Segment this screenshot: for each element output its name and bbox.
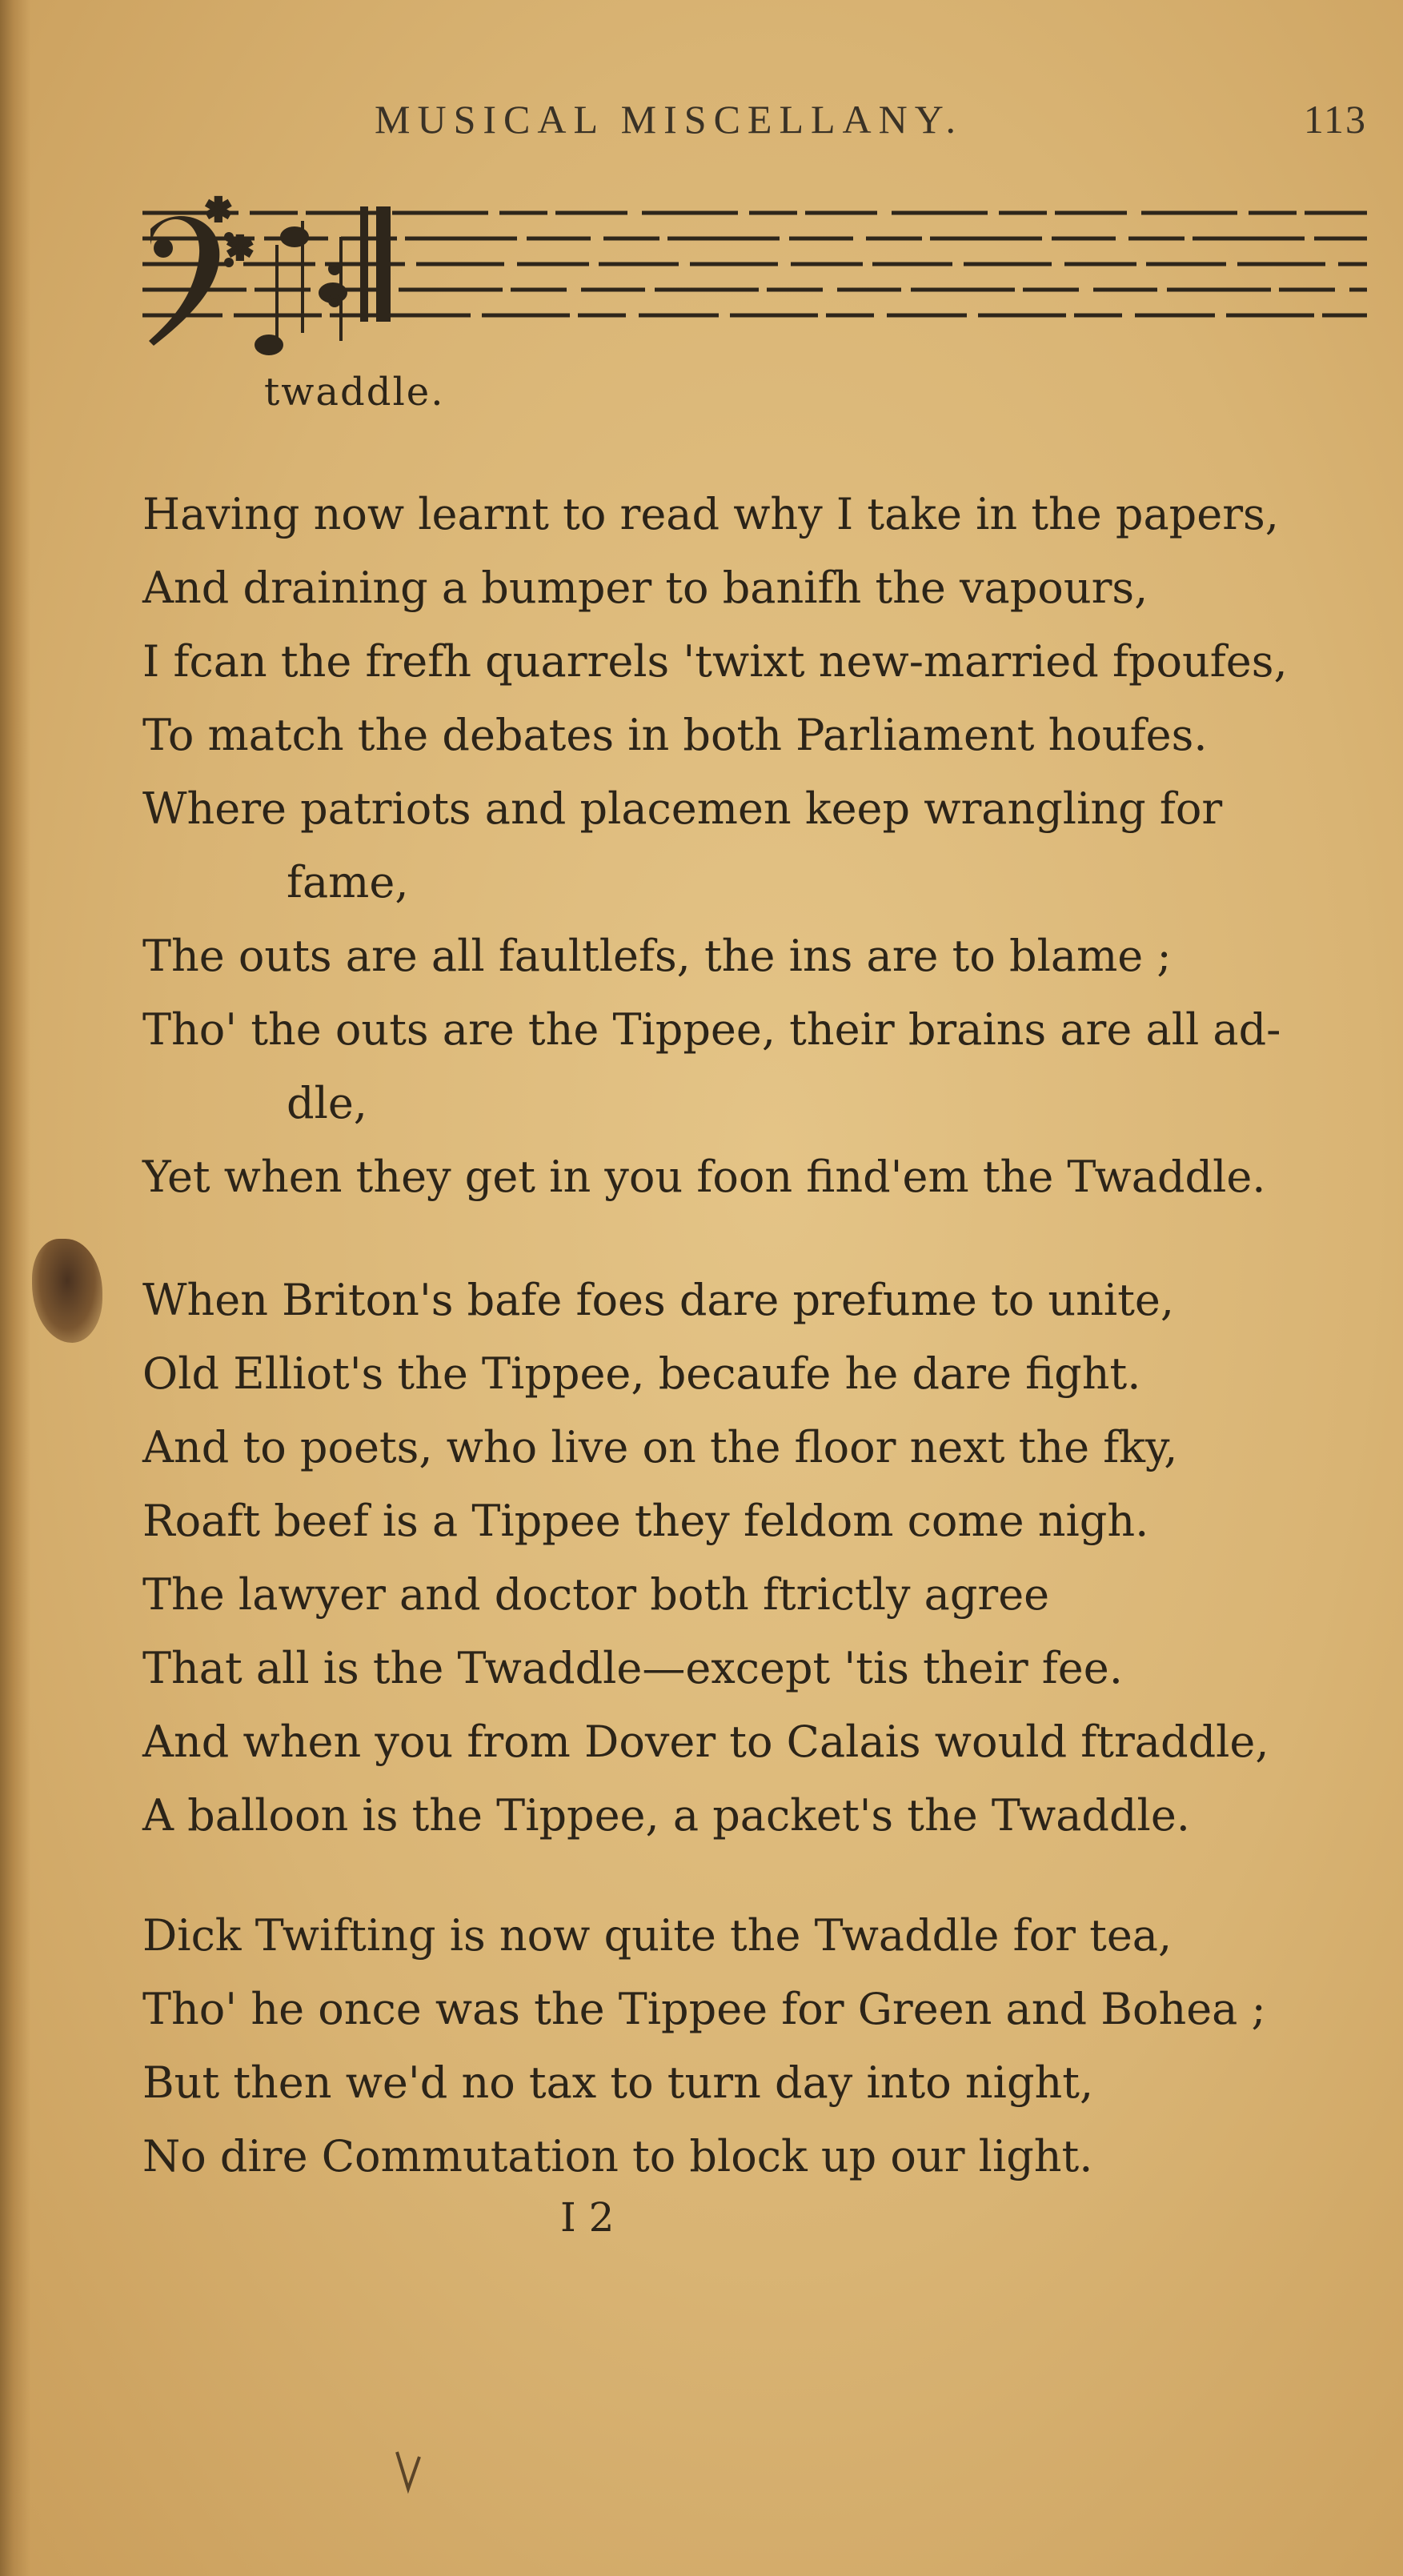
notes-group <box>205 192 346 354</box>
running-title: MUSICAL MISCELLANY. <box>375 97 963 142</box>
verse-line: And draining a bumper to banifh the vapours, <box>142 563 1148 613</box>
stray-ink-mark <box>392 2449 424 2497</box>
verse-line: I fcan the frefh quarrels 'twixt new-married fpoufes, <box>142 636 1288 687</box>
verse-line: And to poets, who live on the floor next the fky, <box>142 1422 1178 1472</box>
verse-line: Roaft beef is a Tippee they feldom come nigh. <box>142 1496 1149 1546</box>
running-header <box>375 96 1367 152</box>
page-binding-edge <box>0 0 30 2576</box>
verse-line: That all is the Twaddle—except 'tis their fee. <box>142 1643 1123 1693</box>
verse-line: No dire Commutation to block up our light. <box>142 2131 1093 2181</box>
ink-blot <box>32 1239 102 1343</box>
verse-line: Old Elliot's the Tippee, becaufe he dare fight. <box>142 1348 1141 1399</box>
verse-line: Tho' the outs are the Tippee, their brains are all ad- <box>142 1004 1281 1055</box>
verse-line: When Briton's bafe foes dare prefume to unite, <box>142 1275 1175 1325</box>
verse-line: Dick Twifting is now quite the Twaddle for tea, <box>142 1910 1173 1961</box>
verse-line-continuation: dle, <box>287 1078 367 1128</box>
verse-line: Having now learnt to read why I take in the papers, <box>142 489 1279 539</box>
sharp-sign: ✱ <box>205 192 232 229</box>
music-staff <box>142 189 1367 357</box>
music-lyric: twaddle. <box>264 370 445 415</box>
verse-line: A balloon is the Tippee, a packet's the Twaddle. <box>142 1790 1190 1841</box>
page-number: 113 <box>1303 97 1367 142</box>
verse-line: Where patriots and placemen keep wrangling for <box>142 783 1223 834</box>
verse-line: To match the debates in both Parliament houfes. <box>142 710 1208 760</box>
verse-line: The lawyer and doctor both ftrictly agree <box>142 1569 1050 1620</box>
verse-line: Yet when they get in you foon find'em the Twaddle. <box>142 1152 1266 1202</box>
verse-line: Tho' he once was the Tippee for Green and Bohea ; <box>142 1984 1266 2034</box>
verse-line-continuation: fame, <box>287 857 409 907</box>
verse-line: And when you from Dover to Calais would ftraddle, <box>142 1717 1269 1767</box>
verse-line: But then we'd no tax to turn day into night, <box>142 2057 1094 2108</box>
sharp-sign: ✱ <box>226 230 254 267</box>
bass-clef-icon <box>149 216 234 346</box>
verse-line: The outs are all faultlefs, the ins are to blame ; <box>142 931 1172 981</box>
signature-mark: I 2 <box>560 2194 615 2241</box>
